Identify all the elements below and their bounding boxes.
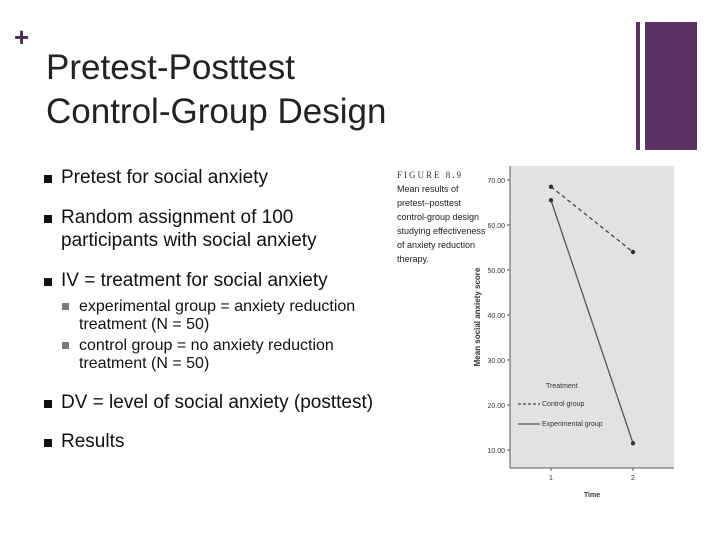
y-axis-label: Mean social anxiety score (473, 267, 482, 367)
accent-bar-thin (636, 22, 640, 150)
bullet-pretest: Pretest for social anxiety (44, 166, 394, 189)
line-chart (468, 166, 678, 506)
caption-line: Mean results of (397, 184, 459, 194)
y-tick-label: 20.00 (487, 403, 505, 410)
accent-bar-thick (645, 22, 697, 150)
legend-title: Treatment (546, 383, 578, 390)
slide-title: Pretest-Posttest Control-Group Design (46, 48, 387, 131)
data-point (549, 198, 553, 202)
caption-line: of anxiety reduction (397, 240, 476, 250)
bullet-random-assignment: Random assignment of 100 participants with social anxiety (44, 206, 394, 252)
data-point (631, 250, 635, 254)
bullet-dv: DV = level of social anxiety (posttest) (44, 391, 394, 414)
y-tick-label: 50.00 (487, 268, 505, 275)
x-tick-label: 2 (631, 475, 635, 482)
bullet-iv: IV = treatment for social anxiety (44, 269, 394, 292)
data-point (549, 185, 553, 189)
subbullet-control-group: control group = no anxiety reduction treatment (N = 50) (44, 337, 394, 373)
chart-container (468, 166, 678, 506)
plus-icon: + (14, 22, 30, 52)
x-tick-label: 1 (549, 475, 553, 482)
y-tick-label: 30.00 (487, 358, 505, 365)
figure-caption (397, 168, 486, 266)
y-tick-label: 60.00 (487, 223, 505, 230)
caption-line: studying effectiveness (397, 226, 486, 236)
caption-line: control-group design (397, 212, 480, 222)
bullet-results: Results (44, 430, 394, 453)
legend-entry: Experimental group (542, 421, 603, 428)
bullet-list (44, 166, 394, 453)
subbullet-experimental-group: experimental group = anxiety reduction treatment (N = 50) (44, 298, 394, 334)
caption-line: pretest–posttest (397, 198, 462, 208)
y-tick-label: 70.00 (487, 178, 505, 185)
figure-label: FIGURE 8.9 (397, 170, 464, 180)
x-axis-label: Time (583, 492, 601, 499)
y-tick-label: 40.00 (487, 313, 505, 320)
legend-entry: Control group (542, 401, 585, 408)
data-point (631, 441, 635, 445)
y-tick-label: 10.00 (487, 448, 505, 455)
caption-line: therapy. (397, 254, 429, 264)
